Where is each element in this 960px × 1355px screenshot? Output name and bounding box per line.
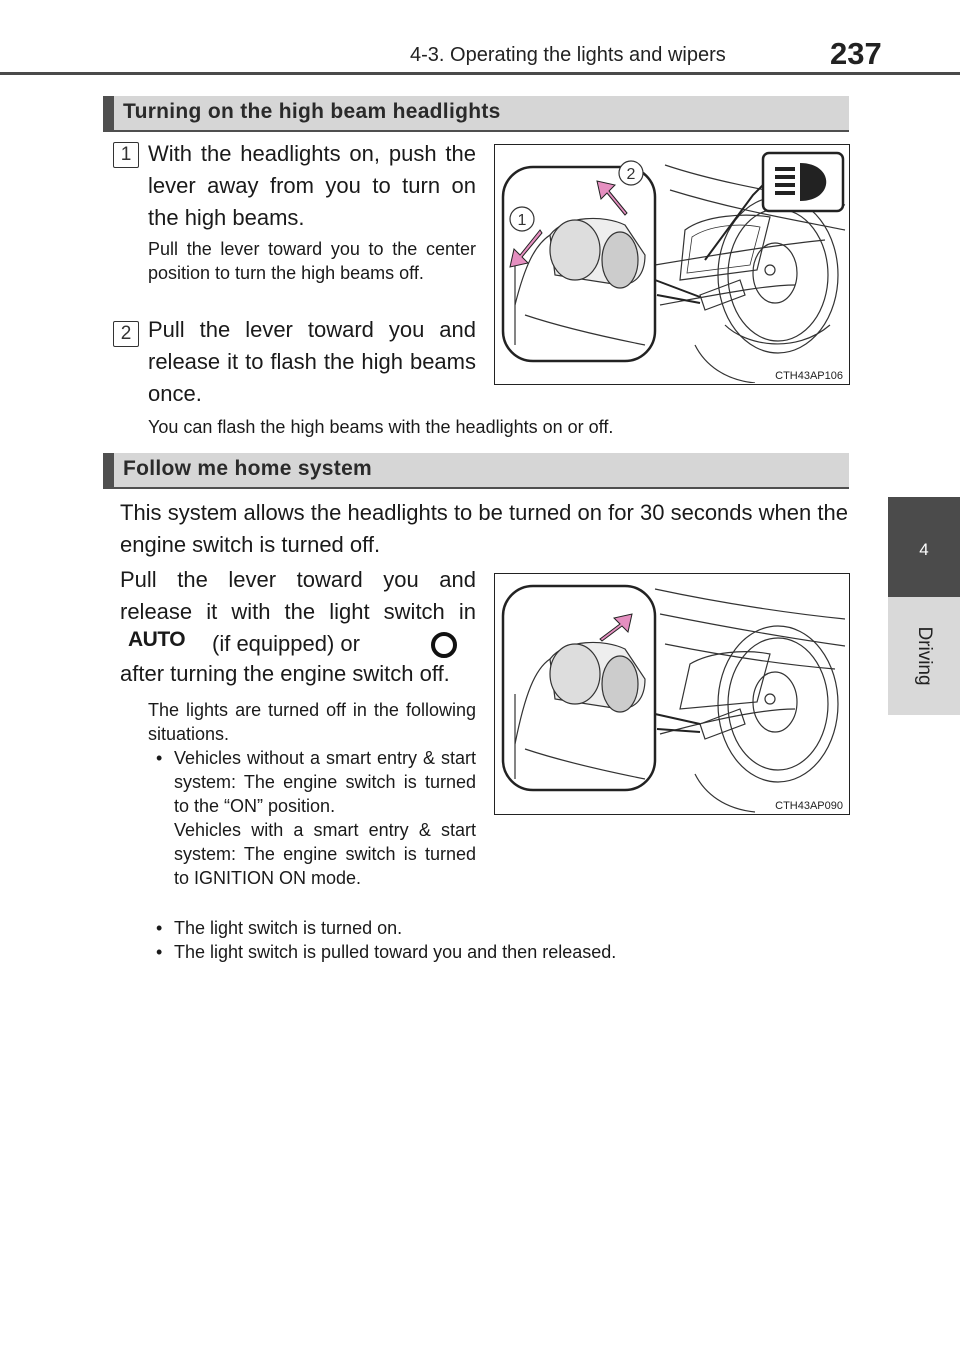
- high-beam-lever-figure: [494, 144, 850, 385]
- flash-note: You can flash the high beams with the headlights on or off.: [148, 417, 614, 437]
- page-number: 237: [830, 36, 882, 71]
- section-heading-follow-me-home: [103, 453, 849, 487]
- bullet-2: The light switch is turned on.: [174, 918, 403, 938]
- figure-code-1: CTH43AP106: [775, 370, 843, 382]
- figure-code-2: CTH43AP090: [775, 800, 843, 812]
- side-tab-chapter-label: Driving: [914, 626, 935, 686]
- step-1-text: With the headlights on, push the lever away from you to turn on the high beams.: [148, 141, 476, 230]
- step-number-1: 1: [113, 142, 139, 168]
- step-1-note: Pull the lever toward you to the center position to turn the high beams off.: [148, 239, 476, 283]
- header-divider: [0, 72, 960, 75]
- steering-lever-illustration: [495, 574, 848, 813]
- light-off-circle-icon: [431, 632, 457, 658]
- lights-off-note-intro: The lights are turned off in the following situations.: [148, 700, 476, 744]
- follow-me-home-intro: This system allows the headlights to be turned on for 30 seconds when the engine switch is turned off.: [120, 500, 848, 557]
- step-2-text: Pull the lever toward you and release it to flash the high beams once.: [148, 317, 476, 406]
- figure-callout-2: 2: [626, 166, 636, 183]
- bullet-1-continued: Vehicles with a smart entry & start system: The engine switch is turned to IGNITION ON mode.: [174, 820, 476, 888]
- bullet-3: The light switch is pulled toward you and then released.: [174, 942, 617, 962]
- bullet-symbol: •: [156, 942, 163, 962]
- auto-switch-icon: AUTO: [128, 628, 186, 651]
- section-heading-high-beam: [103, 96, 849, 130]
- instruction-line-2: release it with the light switch in: [120, 599, 476, 624]
- header-section-title: 4-3. Operating the lights and wipers: [410, 44, 726, 66]
- bullet-symbol: •: [156, 748, 163, 768]
- steering-lever-illustration: [495, 145, 848, 383]
- bullet-1: Vehicles without a smart entry & start system: The engine switch is turned to the “ON” position.: [174, 748, 476, 816]
- follow-me-home-lever-figure: [494, 573, 850, 815]
- instruction-line-1: Pull the lever toward you and: [120, 567, 476, 592]
- bullet-symbol: •: [156, 918, 163, 938]
- instruction-line-4: after turning the engine switch off.: [120, 661, 450, 686]
- figure-callout-1: 1: [517, 212, 527, 229]
- section-heading-text: Turning on the high beam headlights: [123, 100, 501, 123]
- side-tab-chapter-number: 4: [919, 540, 929, 559]
- step-number-2: 2: [113, 321, 139, 347]
- instruction-if-equipped: (if equipped) or: [212, 631, 360, 656]
- section-heading-text: Follow me home system: [123, 457, 373, 480]
